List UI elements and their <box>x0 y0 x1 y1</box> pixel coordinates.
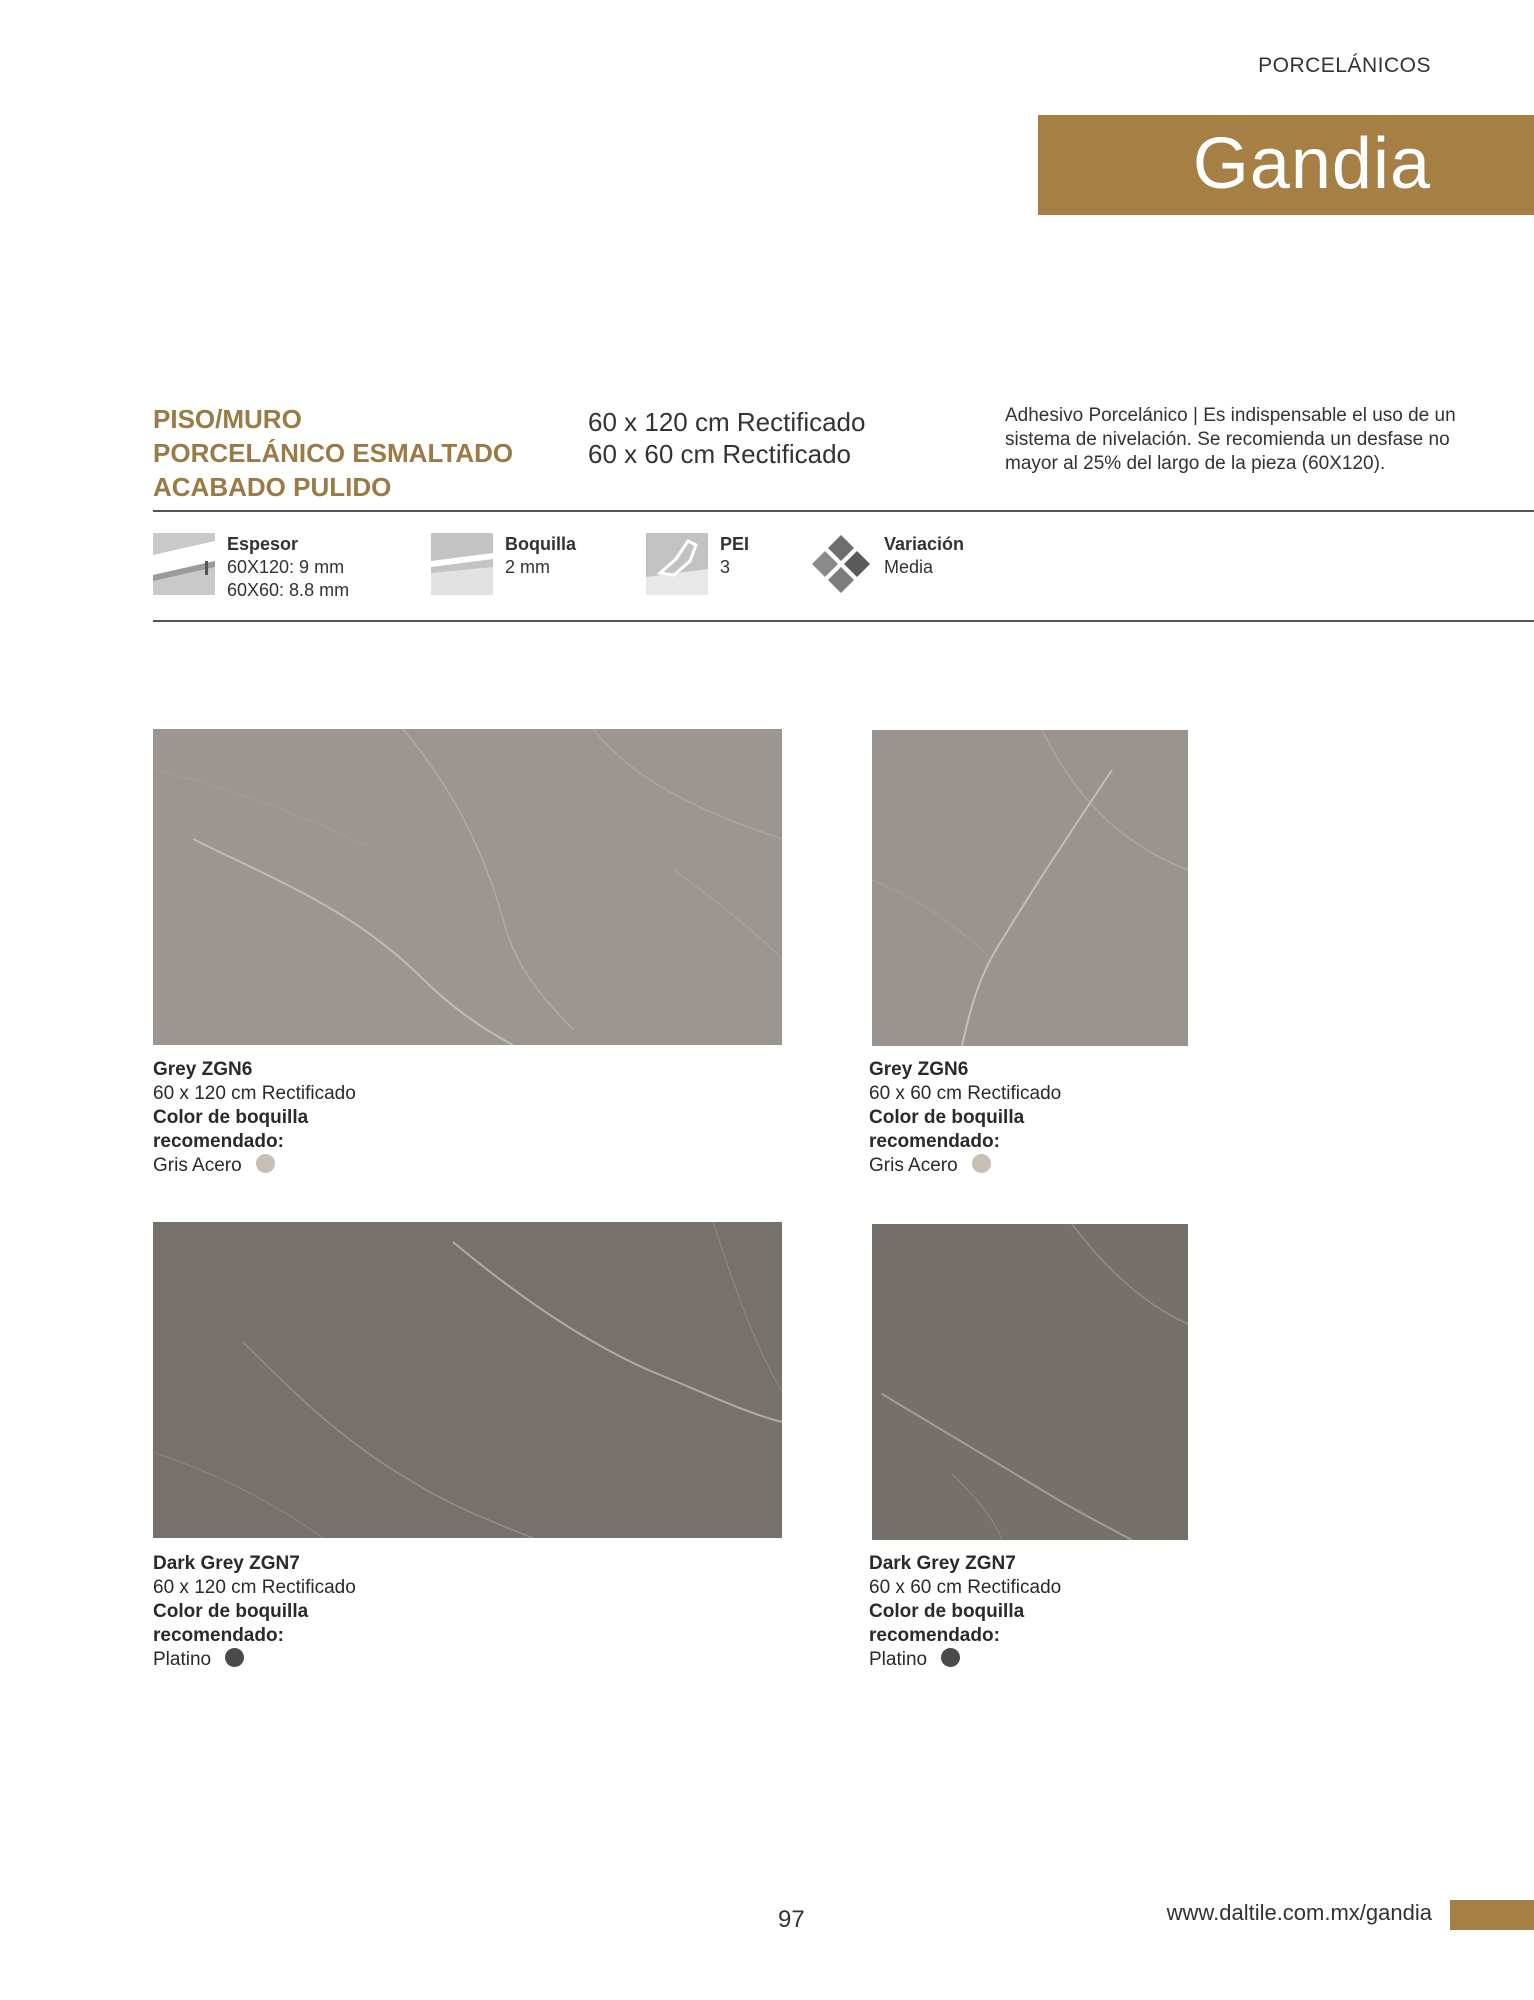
grout-color-swatch <box>225 1648 244 1667</box>
spec-grout <box>431 533 576 595</box>
tile-fill <box>872 1224 1188 1540</box>
thickness-icon <box>153 533 215 595</box>
spec-value: 2 mm <box>505 557 550 577</box>
grout-color-name: Gris Acero <box>869 1155 958 1176</box>
tile-fill <box>153 729 782 1045</box>
grout-label: recomendado: <box>153 1625 284 1646</box>
grout-label: recomendado: <box>869 1625 1000 1646</box>
spec-value: Media <box>884 557 934 577</box>
grout-label: recomendado: <box>869 1131 1000 1152</box>
spec-thickness <box>153 533 349 602</box>
tile-format: 60 x 60 cm Rectificado <box>869 1577 1062 1598</box>
format-line: 60 x 60 cm Rectificado <box>588 439 852 469</box>
tile-format: 60 x 120 cm Rectificado <box>153 1083 356 1104</box>
grout-label: Color de boquilla <box>153 1601 309 1622</box>
collection-title-bar <box>1038 115 1534 215</box>
tile-name: Grey ZGN6 <box>869 1059 969 1080</box>
spec-pei <box>646 533 749 595</box>
divider-bottom <box>153 620 1534 622</box>
installation-note: Adhesivo Porcelánico | Es indispensable el uso de un sistema de nivelación. Se recomienda un desfase no mayor al 25% del largo de la pieza (60X120). <box>1005 405 1456 474</box>
spec-label: PEI <box>720 534 750 554</box>
tile-name: Grey ZGN6 <box>153 1059 253 1080</box>
spec-value: 3 <box>720 557 731 577</box>
spec-value: 60X120: 9 mm <box>227 557 345 577</box>
grout-joint-icon <box>431 533 493 595</box>
tile-image-grey-60x60 <box>872 730 1188 1046</box>
tile-caption <box>153 1058 356 1178</box>
collection-title: Gandia <box>1192 124 1431 204</box>
page-number: 97 <box>778 1906 805 1933</box>
tile-name: Dark Grey ZGN7 <box>153 1553 300 1574</box>
tile-image-dark-grey-60x60 <box>872 1224 1188 1540</box>
grout-label: Color de boquilla <box>869 1107 1025 1128</box>
format-line: 60 x 120 cm Rectificado <box>588 407 866 437</box>
tile-caption <box>869 1058 1061 1178</box>
tile-caption <box>869 1552 1061 1672</box>
pei-wear-icon <box>646 533 708 595</box>
tile-fill <box>872 730 1188 1046</box>
footer-accent-bar <box>1450 1900 1534 1930</box>
spec-label: Variación <box>884 534 965 554</box>
grout-color-name: Gris Acero <box>153 1155 242 1176</box>
grout-color-swatch <box>941 1648 960 1667</box>
footer-url[interactable]: www.daltile.com.mx/gandia <box>1166 1900 1432 1925</box>
product-kind <box>153 402 513 504</box>
spec-value: 60X60: 8.8 mm <box>227 580 350 600</box>
grout-label: Color de boquilla <box>153 1107 309 1128</box>
tile-name: Dark Grey ZGN7 <box>869 1553 1016 1574</box>
tile-format: 60 x 120 cm Rectificado <box>153 1577 356 1598</box>
grout-color-name: Platino <box>153 1649 212 1670</box>
tile-image-dark-grey-60x120 <box>153 1222 782 1538</box>
tile-caption <box>153 1552 356 1672</box>
grout-color-name: Platino <box>869 1649 928 1670</box>
spec-label: Espesor <box>227 534 299 554</box>
product-kind-line: PORCELÁNICO ESMALTADO <box>153 438 514 468</box>
product-kind-line: PISO/MURO <box>153 404 302 434</box>
variation-icon <box>810 533 872 595</box>
grout-label: Color de boquilla <box>869 1601 1025 1622</box>
product-formats <box>588 406 865 470</box>
tile-image-grey-60x120 <box>153 729 782 1045</box>
section-label: PORCELÁNICOS <box>1258 54 1431 77</box>
tile-format: 60 x 60 cm Rectificado <box>869 1083 1062 1104</box>
grout-label: recomendado: <box>153 1131 284 1152</box>
spec-label: Boquilla <box>505 534 576 554</box>
spec-variation <box>810 533 964 595</box>
divider-top <box>153 510 1534 512</box>
grout-color-swatch <box>972 1154 991 1173</box>
product-kind-line: ACABADO PULIDO <box>153 472 392 502</box>
grout-color-swatch <box>256 1154 275 1173</box>
tile-fill <box>153 1222 782 1538</box>
